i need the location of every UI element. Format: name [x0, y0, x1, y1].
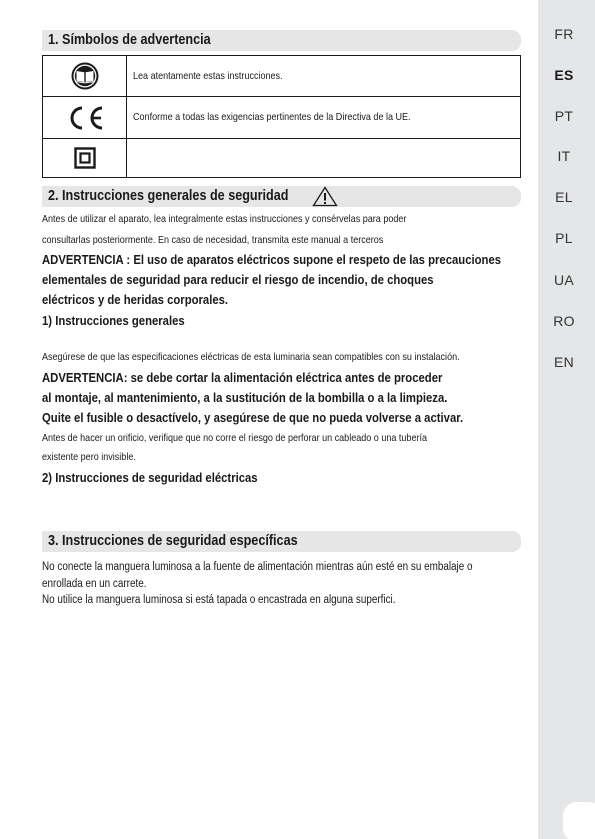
lang-tab-ua[interactable]: UA: [553, 272, 575, 288]
electrical-spec-text: Asegúrese de que las especificaciones eléctricas de esta luminaria sean compatibles con su instalación.: [42, 351, 460, 363]
intro-text-line-2: consultarlas posteriormente. En caso de necesidad, transmita este manual a terceros: [42, 234, 384, 246]
intro-text-line-1: Antes de utilizar el aparato, lea integralmente estas instrucciones y consérvelas para poder: [42, 213, 407, 225]
lang-tab-es[interactable]: ES: [554, 67, 574, 83]
symbol-text-manual: Lea atentamente estas instrucciones.: [133, 70, 283, 82]
drilling-text-line-1: Antes de hacer un orificio, verifique que no corre el riesgo de perforar un cableado o una tubería: [42, 432, 428, 444]
lang-tab-it[interactable]: IT: [557, 148, 571, 164]
section-3-title: 3. Instrucciones de seguridad específicas: [48, 533, 298, 549]
symbol-row-ce: [43, 97, 520, 139]
section-2-title: 2. Instrucciones generales de seguridad: [48, 188, 289, 204]
drilling-text-line-2: existente pero invisible.: [42, 451, 136, 463]
lang-tab-pt[interactable]: PT: [554, 108, 574, 124]
ce-mark-icon: [43, 97, 127, 138]
warning-1-line-1: ADVERTENCIA : El uso de aparatos eléctricos supone el respeto de las precauciones: [42, 252, 502, 267]
section-2-header: [42, 186, 521, 207]
warning-symbols-table: [42, 55, 521, 178]
subsection-general-instructions: 1) Instrucciones generales: [42, 313, 185, 328]
warning-1-line-3: eléctricos y de heridas corporales.: [42, 292, 229, 307]
subsection-electrical-safety: 2) Instrucciones de seguridad eléctricas: [42, 470, 258, 485]
warning-2-line-2: al montaje, al mantenimiento, a la sustitución de la bombilla o a la limpieza.: [42, 390, 448, 405]
lang-tab-en[interactable]: EN: [553, 354, 575, 370]
section-1-title: 1. Símbolos de advertencia: [48, 32, 211, 48]
section-1-header: [42, 30, 521, 51]
read-manual-icon: [43, 56, 127, 96]
lang-tab-el[interactable]: EL: [555, 189, 573, 205]
symbol-text-ce: Conforme a todas las exigencias pertinentes de la Directiva de la UE.: [133, 111, 411, 123]
lang-tab-pl[interactable]: PL: [555, 230, 573, 246]
warning-triangle-icon: [312, 186, 338, 214]
section-3-header: [42, 531, 521, 552]
page-tab-marker: [563, 802, 595, 839]
specific-text-line-2: enrollada en un carrete.: [42, 578, 147, 590]
warning-2-line-3: Quite el fusible o desactívelo, y asegúrese de que no pueda volverse a activar.: [42, 410, 464, 425]
specific-text-line-1: No conecte la manguera luminosa a la fuente de alimentación mientras aún esté en su embalaje o: [42, 561, 473, 573]
class-ii-double-insulation-icon: [43, 139, 127, 177]
lang-tab-ro[interactable]: RO: [553, 313, 575, 329]
language-sidebar: [538, 0, 595, 839]
symbol-row-manual: [43, 56, 520, 97]
warning-1-line-2: elementales de seguridad para reducir el riesgo de incendio, de choques: [42, 272, 434, 287]
lang-tab-fr[interactable]: FR: [554, 26, 574, 42]
symbol-row-class2: [43, 139, 520, 177]
warning-2-line-1: ADVERTENCIA: se debe cortar la alimentación eléctrica antes de proceder: [42, 370, 443, 385]
specific-text-line-3: No utilice la manguera luminosa si está tapada o encastrada en alguna superfici.: [42, 594, 396, 606]
